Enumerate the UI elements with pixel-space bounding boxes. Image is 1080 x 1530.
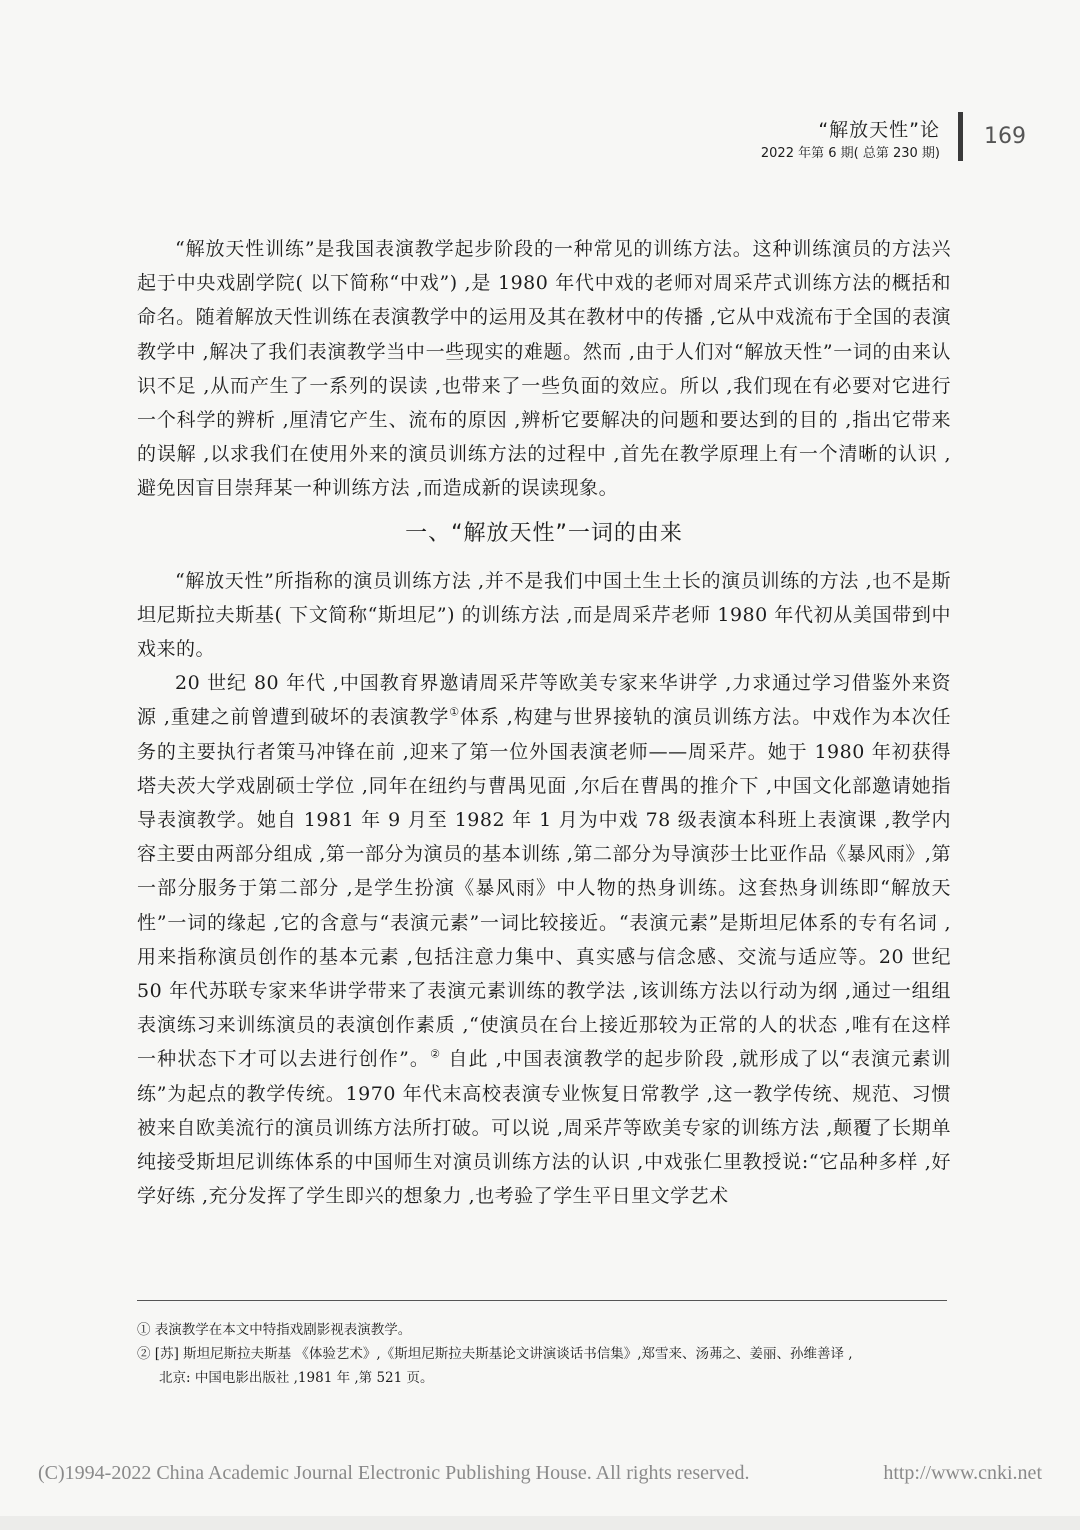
section-heading: 一、“解放天性”一词的由来 <box>405 520 683 546</box>
footnote-mark: ① <box>137 1322 151 1338</box>
cnki-url: http://www.cnki.net <box>883 1462 1042 1484</box>
header-issue: 2022 年第 6 期( 总第 230 期) <box>760 146 940 161</box>
article-body <box>137 232 951 1213</box>
copyright-notice: (C)1994-2022 China Academic Journal Electronic Publishing House. All rights reserved. <box>38 1462 750 1484</box>
footnote-text-continued: 北京: 中国电影出版社 ,1981 年 ,第 521 页。 <box>159 1370 434 1386</box>
bottom-bar <box>0 1516 1080 1530</box>
paragraph-text: 自此 ,中国表演教学的起步阶段 ,就形成了以“表演元素训练”为起点的教学传统。1970 年代末高校表演专业恢复日常教学 ,这一教学传统、规范、习惯被来自欧美流行的演员训练方法所打破。可以说 ,周采芹等欧美专家的训练方法 ,颠覆了长期单纯接受斯坦尼训练体系的中国师生对演员训练方法的认识 ,中戏张仁里教授说:“它品种多样 ,好学好练 ,充分发挥了学生即兴的想象力 ,也考验了学生平日里文学艺术 <box>137 1048 951 1208</box>
footnote-ref-1: ① <box>449 706 461 720</box>
footnote-text: 表演教学在本文中特指戏剧影视表演教学。 <box>154 1322 412 1338</box>
page-number: 169 <box>984 124 1026 149</box>
paragraph-text: 体系 ,构建与世界接轨的演员训练方法。中戏作为本次任务的主要执行者策马冲锋在前 ,迎来了第一位外国表演老师——周采芹。她于 1980 年初获得塔夫茨大学戏剧硕士学位 ,同年在纽约与曹禺见面 ,尔后在曹禺的推介下 ,中国文化部邀请她指导表演教学。她自 1981 年 9 月至 1982 年 1 月为中戏 78 级表演本科班上表演课 ,教学内容主要由两部分组成 ,第一部分为演员的基本训练 ,第二部分为导演莎士比亚作品《暴风雨》,第一部分服务于第二部分 ,是学生扮演《暴风雨》中人物的热身训练。这套热身训练即“解放天性”一词的缘起 ,它的含意与“表演元素”一词比较接近。“表演元素”是斯坦尼体系的专有名词 ,用来指称演员创作的基本元素 ,包括注意力集中、真实感与信念感、交流与适应等。20 世纪 50 年代苏联专家来华讲学带来了表演元素训练的教学法 ,该训练方法以行动为纲 ,通过一组组表演练习来训练演员的表演创作素质 ,“使演员在台上接近那较为正常的人的状态 ,唯有在这样一种状态下才可以去进行创作”。 <box>137 706 951 1071</box>
footnote-1 <box>137 1318 951 1342</box>
footnote-2 <box>137 1342 951 1390</box>
header-divider <box>958 112 963 161</box>
section-paragraph-1: “解放天性”所指称的演员训练方法 ,并不是我们中国土生土长的演员训练的方法 ,也不是斯坦尼斯拉夫斯基( 下文简称“斯坦尼”) 的训练方法 ,而是周采芹老师 1980 年代初从美国带到中戏来的。 <box>137 569 951 661</box>
footnote-ref-2: ② <box>430 1048 442 1062</box>
footnotes <box>137 1318 951 1390</box>
footnote-text: [苏] 斯坦尼斯拉夫斯基 《体验艺术》,《斯坦尼斯拉夫斯基论文讲演谈话书信集》,郑雪来、汤茀之、姜丽、孙维善译 , <box>154 1346 853 1362</box>
footnote-mark: ② <box>137 1346 151 1362</box>
paragraph-text: 20 世纪 80 年代 ,中国教育界邀请周采芹等欧美专家来华讲学 ,力求通过学习借鉴外来资源 ,重建之前曾遭到破坏的表演教学 <box>137 672 951 729</box>
copyright-watermark <box>38 1462 1042 1485</box>
footnote-divider <box>137 1300 947 1301</box>
running-header <box>761 118 940 164</box>
intro-paragraph: “解放天性训练”是我国表演教学起步阶段的一种常见的训练方法。这种训练演员的方法兴起于中央戏剧学院( 以下简称“中戏”) ,是 1980 年代中戏的老师对周采芹式训练方法的概括和命名。随着解放天性训练在表演教学中的运用及其在教材中的传播 ,它从中戏流布于全国的表演教学中 ,解决了我们表演教学当中一些现实的难题。然而 ,由于人们对“解放天性”一词的由来认识不足 ,从而产生了一系列的误读 ,也带来了一些负面的效应。所以 ,我们现在有必要对它进行一个科学的辨析 ,厘清它产生、流布的原因 ,辨析它要解决的问题和要达到的目的 ,指出它带来的误解 ,以求我们在使用外来的演员训练方法的过程中 ,首先在教学原理上有一个清晰的认识 ,避免因盲目崇拜某一种训练方法 ,而造成新的误读现象。 <box>137 238 951 500</box>
section-paragraph-2 <box>137 666 951 1213</box>
header-title: “解放天性”论 <box>818 119 940 141</box>
